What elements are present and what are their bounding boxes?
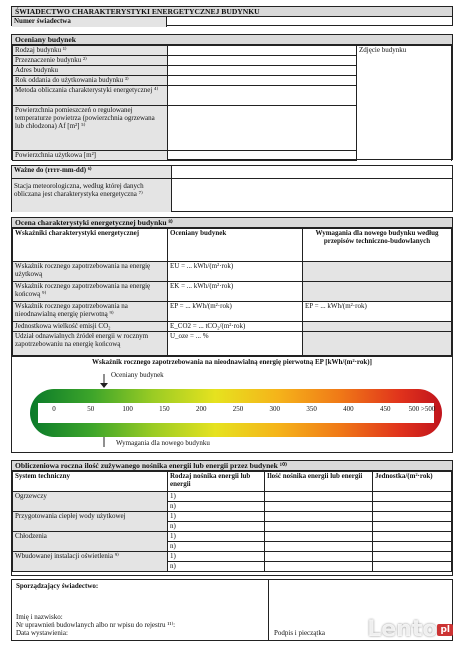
- col-header-system: System techniczny: [13, 472, 168, 492]
- scale-title: Wskaźnik rocznego zapotrzebowania na nieodnawialną energię pierwotną EP [kWh/(m²·rok)]: [92, 358, 372, 366]
- scale-tick-label: 400: [343, 405, 354, 413]
- assessment-block: [11, 217, 453, 453]
- carrier-unit-cell[interactable]: [373, 512, 452, 522]
- certificate-number-field[interactable]: [167, 17, 453, 27]
- building-row-value[interactable]: [168, 66, 357, 76]
- carrier-amount-cell[interactable]: [265, 512, 373, 522]
- photo-label: Zdjęcie budynku: [359, 46, 407, 54]
- assessment-header: Ocena charakterystyki energetycznej budynku ⁸⁾: [12, 218, 452, 228]
- signature-stamp-label: Podpis i pieczątka: [274, 629, 325, 637]
- carriers-table: [12, 471, 452, 572]
- col-header-unit: Jednostka/(m²·rok): [373, 472, 452, 492]
- building-row-value[interactable]: [168, 46, 357, 56]
- system-label: Przygotowania ciepłej wody użytkowej: [13, 512, 168, 532]
- certificate-number-label: Numer świadectwa: [12, 17, 167, 27]
- scale-tick-label: 50: [87, 405, 95, 413]
- carrier-type-cell[interactable]: 1): [168, 532, 265, 542]
- issuer-license-label: Nr uprawnień budowlanych albo nr wpisu do rejestru ¹¹⁾:: [16, 621, 176, 629]
- building-row-label: Rodzaj budynku ¹⁾: [13, 46, 168, 56]
- carrier-unit-cell[interactable]: [373, 502, 452, 512]
- carrier-amount-cell[interactable]: [265, 492, 373, 502]
- building-row-value[interactable]: [168, 56, 357, 66]
- title-block: [11, 6, 453, 26]
- scale-requirement-label: Wymagania dla nowego budynku: [116, 439, 210, 447]
- energy-carriers-block: [11, 460, 453, 576]
- scale-tick-label: 450: [379, 405, 391, 413]
- scale-tick-label: 150: [159, 405, 170, 413]
- scale-tick-label: 0: [52, 405, 56, 413]
- scale-tick-label: 200: [195, 405, 207, 413]
- issue-date-label: Data wystawienia:: [16, 629, 68, 637]
- assessment-table: [12, 228, 452, 356]
- signature-divider: [268, 580, 269, 640]
- issuer-header: Sporządzający świadectwo:: [16, 582, 99, 590]
- building-table: [12, 45, 452, 161]
- indicator-requirement: [303, 262, 452, 282]
- carrier-unit-cell[interactable]: [373, 542, 452, 552]
- building-header: Oceniany budynek: [12, 35, 452, 45]
- scale-assessed-label: Oceniany budynek: [111, 371, 164, 379]
- building-block: [11, 34, 453, 160]
- indicator-value[interactable]: E_CO2 = ... tCO₂/(m²·rok): [168, 322, 303, 332]
- col-header-assessed: Oceniany budynek: [168, 229, 303, 262]
- watermark-suffix: pl: [437, 624, 453, 636]
- carriers-header: Obliczeniowa roczna ilość zużywanego nośnika energii lub energii przez budynek ¹⁰⁾: [12, 461, 452, 471]
- carrier-unit-cell[interactable]: [373, 492, 452, 502]
- col-header-requirements: Wymagania dla nowego budynku według przepisów techniczno-budowlanych: [303, 229, 452, 262]
- carrier-amount-cell[interactable]: [265, 552, 373, 562]
- indicator-value[interactable]: U_oze = ... %: [168, 332, 303, 356]
- scale-ticks: [12, 405, 452, 415]
- station-label: Stacja meteorologiczna, według której danych obliczana jest charakterystyka energetyczna ⁷⁾: [12, 179, 172, 212]
- indicator-label: Jednostkowa wielkość emisji CO₂: [13, 322, 168, 332]
- validity-block: [11, 165, 453, 212]
- indicator-requirement: [303, 322, 452, 332]
- indicator-label: Udział odnawialnych źródeł energii w rocznym zapotrzebowaniu na energię końcową: [13, 332, 168, 356]
- carrier-unit-cell[interactable]: [373, 562, 452, 572]
- station-field[interactable]: [172, 179, 453, 212]
- carrier-unit-cell[interactable]: [373, 552, 452, 562]
- assessed-arrowhead-icon: [100, 383, 108, 388]
- energy-scale: [12, 356, 452, 447]
- building-row-value[interactable]: [168, 151, 357, 161]
- col-header-carrier-amount: Ilość nośnika energii lub energii: [265, 472, 373, 492]
- building-row-label: Powierzchnia użytkowa [m²]: [13, 151, 168, 161]
- system-label: Wbudowanej instalacji oświetlenia ⁹⁾: [13, 552, 168, 572]
- carrier-amount-cell[interactable]: [265, 542, 373, 552]
- scale-tick-label: 300: [269, 405, 281, 413]
- indicator-label: Wskaźnik rocznego zapotrzebowania na energię końcową ⁹⁾: [13, 282, 168, 302]
- carrier-type-cell[interactable]: n): [168, 502, 265, 512]
- col-header-indicators: Wskaźniki charakterystyki energetycznej: [13, 229, 168, 262]
- carrier-type-cell[interactable]: n): [168, 562, 265, 572]
- watermark-text: Lento: [367, 617, 438, 642]
- carrier-type-cell[interactable]: 1): [168, 512, 265, 522]
- building-row-value[interactable]: [168, 76, 357, 86]
- system-label: Chłodzenia: [13, 532, 168, 552]
- carrier-unit-cell[interactable]: [373, 532, 452, 542]
- scale-tick-label: 350: [306, 405, 317, 413]
- building-row-value[interactable]: [168, 86, 357, 106]
- carrier-amount-cell[interactable]: [265, 502, 373, 512]
- indicator-value[interactable]: EU = ... kWh/(m²·rok): [168, 262, 303, 282]
- carrier-type-cell[interactable]: n): [168, 522, 265, 532]
- carrier-type-cell[interactable]: 1): [168, 492, 265, 502]
- building-row-label: Adres budynku: [13, 66, 168, 76]
- valid-to-label: Ważne do (rrrr-mm-dd) ⁶⁾: [12, 166, 172, 179]
- carrier-amount-cell[interactable]: [265, 522, 373, 532]
- indicator-requirement: [303, 332, 452, 356]
- building-row-value[interactable]: [168, 106, 357, 151]
- carrier-amount-cell[interactable]: [265, 532, 373, 542]
- carrier-type-cell[interactable]: n): [168, 542, 265, 552]
- scale-tick-label: 250: [232, 405, 244, 413]
- indicator-value[interactable]: EK = ... kWh/(m²·rok): [168, 282, 303, 302]
- indicator-requirement: [303, 282, 452, 302]
- scale-tick-label: 500 >500: [408, 405, 436, 413]
- carrier-type-cell[interactable]: 1): [168, 552, 265, 562]
- indicator-label: Wskaźnik rocznego zapotrzebowania na energię użytkową: [13, 262, 168, 282]
- valid-to-field[interactable]: [172, 166, 453, 179]
- indicator-requirement[interactable]: EP = ... kWh/(m²·rok): [303, 302, 452, 322]
- building-row-label: Metoda obliczania charakterystyki energetycznej ⁴⁾: [13, 86, 168, 106]
- carrier-amount-cell[interactable]: [265, 562, 373, 572]
- scale-tick-label: 100: [122, 405, 133, 413]
- issuer-name-label: Imię i nazwisko:: [16, 613, 63, 621]
- photo-cell: [357, 46, 452, 161]
- building-row-label: Powierzchnia pomieszczeń o regulowanej temperaturze powietrza (powierzchnia ogrzewana lub chłodzona) Af [m²] ⁵⁾: [13, 106, 168, 151]
- indicator-value[interactable]: EP = ... kWh/(m²·rok): [168, 302, 303, 322]
- col-header-carrier-type: Rodzaj nośnika energii lub energii: [168, 472, 265, 492]
- carrier-unit-cell[interactable]: [373, 522, 452, 532]
- building-row-label: Rok oddania do użytkowania budynku ³⁾: [13, 76, 168, 86]
- indicator-label: Wskaźnik rocznego zapotrzebowania na nieodnawialną energię pierwotną ⁹⁾: [13, 302, 168, 322]
- system-label: Ogrzewczy: [13, 492, 168, 512]
- building-row-label: Przeznaczenie budynku ²⁾: [13, 56, 168, 66]
- document-title: ŚWIADECTWO CHARAKTERYSTYKI ENERGETYCZNEJ BUDYNKU: [12, 7, 452, 17]
- watermark-logo: [367, 617, 453, 642]
